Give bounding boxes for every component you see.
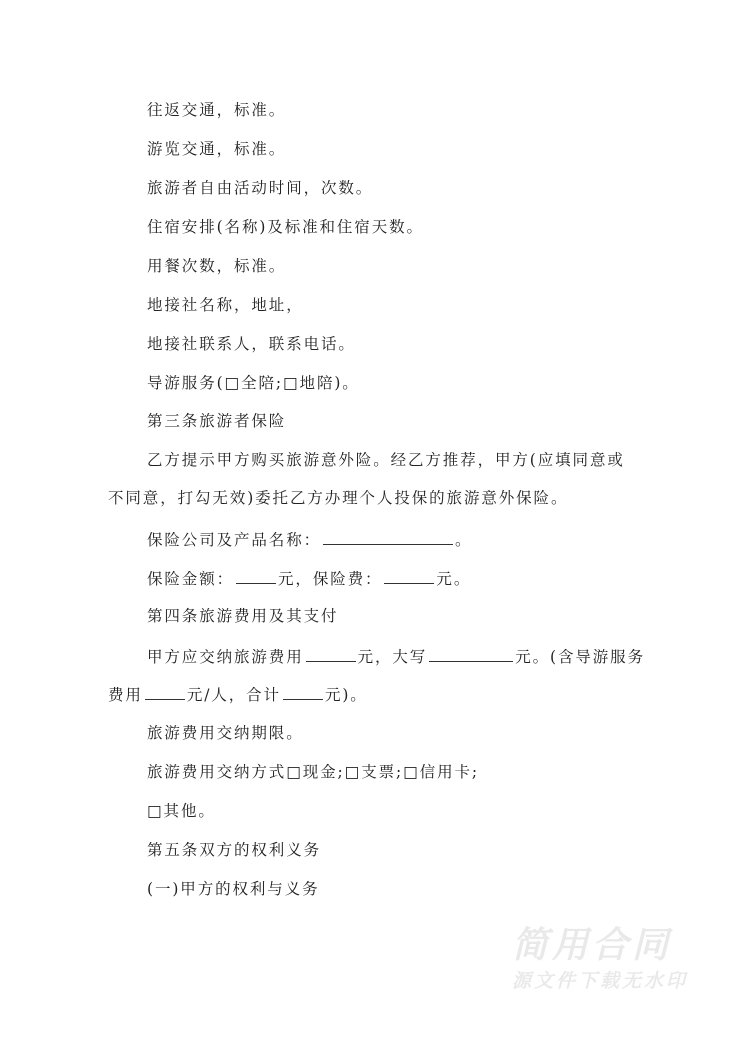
- fee-line: [147, 646, 645, 667]
- text: 元，保险费：: [278, 570, 383, 588]
- text-line: 游览交通，标准。: [147, 140, 287, 158]
- text-line: □其他。: [147, 802, 216, 820]
- text: 费用: [108, 686, 143, 704]
- text: 元，大写: [357, 648, 428, 666]
- text: 。: [455, 531, 473, 549]
- text-line: 旅游费用交纳方式□现金;□支票;□信用卡;: [147, 763, 480, 781]
- text: 元。: [436, 570, 472, 588]
- text-line: 地接社名称，地址，: [147, 296, 304, 314]
- text-line: 往返交通，标准。: [147, 101, 287, 119]
- text: 保险金额：: [147, 570, 235, 588]
- text-line: 地接社联系人，联系电话。: [147, 335, 356, 353]
- insurance-company-line: [147, 529, 472, 550]
- blank-field[interactable]: [384, 568, 434, 584]
- text: 元)。: [324, 686, 368, 704]
- watermark-subtitle: 源文件下载无水印: [512, 970, 689, 992]
- text: 元/人，合计: [186, 686, 281, 704]
- section-heading: 第四条旅游费用及其支付: [147, 607, 339, 625]
- label: 保险公司及产品名称：: [147, 531, 322, 549]
- text-line: 住宿安排(名称)及标准和住宿天数。: [147, 218, 424, 236]
- blank-field[interactable]: [236, 568, 276, 584]
- insurance-amount-line: [147, 568, 471, 589]
- text-line: (一)甲方的权利与义务: [147, 880, 320, 898]
- section-heading: 第五条双方的权利义务: [147, 841, 322, 859]
- text-line: 导游服务(□全陪;□地陪)。: [147, 374, 360, 392]
- text-line: 用餐次数，标准。: [147, 257, 287, 275]
- blank-field[interactable]: [323, 529, 453, 545]
- text-line: 旅游费用交纳期限。: [147, 724, 304, 742]
- text-line: 旅游者自由活动时间，次数。: [147, 179, 374, 197]
- blank-field[interactable]: [429, 646, 513, 662]
- text: 甲方应交纳旅游费用: [147, 648, 304, 666]
- section-heading: 第三条旅游者保险: [147, 412, 287, 430]
- text-line: 乙方提示甲方购买旅游意外险。经乙方推荐，甲方(应填同意或: [147, 451, 625, 469]
- watermark-title: 简用合同: [512, 925, 673, 966]
- blank-field[interactable]: [283, 684, 323, 700]
- blank-field[interactable]: [145, 684, 185, 700]
- text-line: 不同意，打勾无效)委托乙方办理个人投保的旅游意外保险。: [108, 489, 569, 507]
- blank-field[interactable]: [306, 646, 356, 662]
- fee-line: [108, 684, 368, 705]
- text: 元。(含导游服务: [515, 648, 645, 666]
